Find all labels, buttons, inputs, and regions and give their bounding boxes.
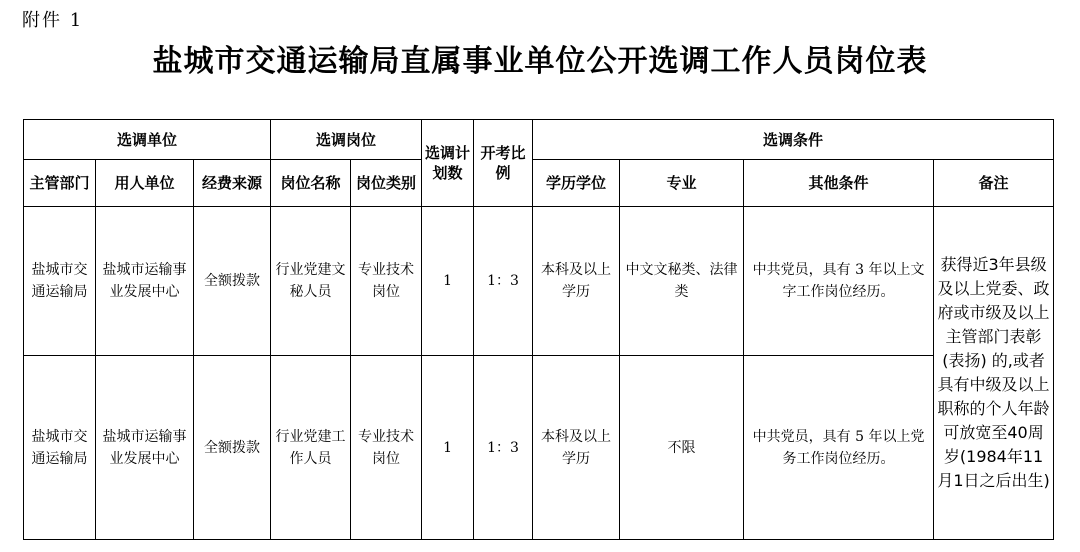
plan-count-cell: 1	[422, 356, 474, 540]
other-conditions-cell: 中共党员，具有 3 年以上文字工作岗位经历。	[744, 207, 934, 356]
header-post-name: 岗位名称	[271, 160, 351, 207]
major-cell: 中文文秘类、法律类	[620, 207, 744, 356]
header-funding: 经费来源	[194, 160, 271, 207]
page-title: 盐城市交通运输局直属事业单位公开选调工作人员岗位表	[152, 44, 928, 79]
education-cell: 本科及以上学历	[533, 356, 620, 540]
header-post-category: 岗位类别	[351, 160, 422, 207]
header-major: 专业	[620, 160, 744, 207]
post-category-cell: 专业技术岗位	[351, 356, 422, 540]
header-other: 其他条件	[744, 160, 934, 207]
exam-ratio-cell: 1：3	[474, 207, 533, 356]
positions-table	[23, 119, 1054, 540]
plan-count-cell: 1	[422, 207, 474, 356]
employer-cell: 盐城市运输事业发展中心	[96, 207, 194, 356]
header-unit-group: 选调单位	[24, 120, 271, 160]
table-row	[24, 356, 1054, 540]
other-conditions-cell: 中共党员，具有 5 年以上党务工作岗位经历。	[744, 356, 934, 540]
header-employer: 用人单位	[96, 160, 194, 207]
table-row	[24, 207, 1054, 356]
supervisor-cell: 盐城市交通运输局	[24, 207, 96, 356]
header-exam-ratio: 开考比例	[474, 120, 533, 207]
post-category-cell: 专业技术岗位	[351, 207, 422, 356]
remarks-cell: 获得近3年县级及以上党委、政府或市级及以上主管部门表彰(表扬) 的,或者具有中级及以上职称的个人年龄可放宽至40周岁(1984年11月1日之后出生)	[934, 207, 1054, 540]
header-supervisor: 主管部门	[24, 160, 96, 207]
post-name-cell: 行业党建文秘人员	[271, 207, 351, 356]
education-cell: 本科及以上学历	[533, 207, 620, 356]
attachment-label: 附件 1	[22, 10, 84, 31]
supervisor-cell: 盐城市交通运输局	[24, 356, 96, 540]
funding-cell: 全额拨款	[194, 207, 271, 356]
header-remarks: 备注	[934, 160, 1054, 207]
major-cell: 不限	[620, 356, 744, 540]
header-plan-count: 选调计划数	[422, 120, 474, 207]
header-post-group: 选调岗位	[271, 120, 422, 160]
funding-cell: 全额拨款	[194, 356, 271, 540]
post-name-cell: 行业党建工作人员	[271, 356, 351, 540]
header-education: 学历学位	[533, 160, 620, 207]
header-conditions-group: 选调条件	[533, 120, 1054, 160]
exam-ratio-cell: 1：3	[474, 356, 533, 540]
header-row-2	[24, 160, 1054, 207]
employer-cell: 盐城市运输事业发展中心	[96, 356, 194, 540]
header-row-1	[24, 120, 1054, 160]
